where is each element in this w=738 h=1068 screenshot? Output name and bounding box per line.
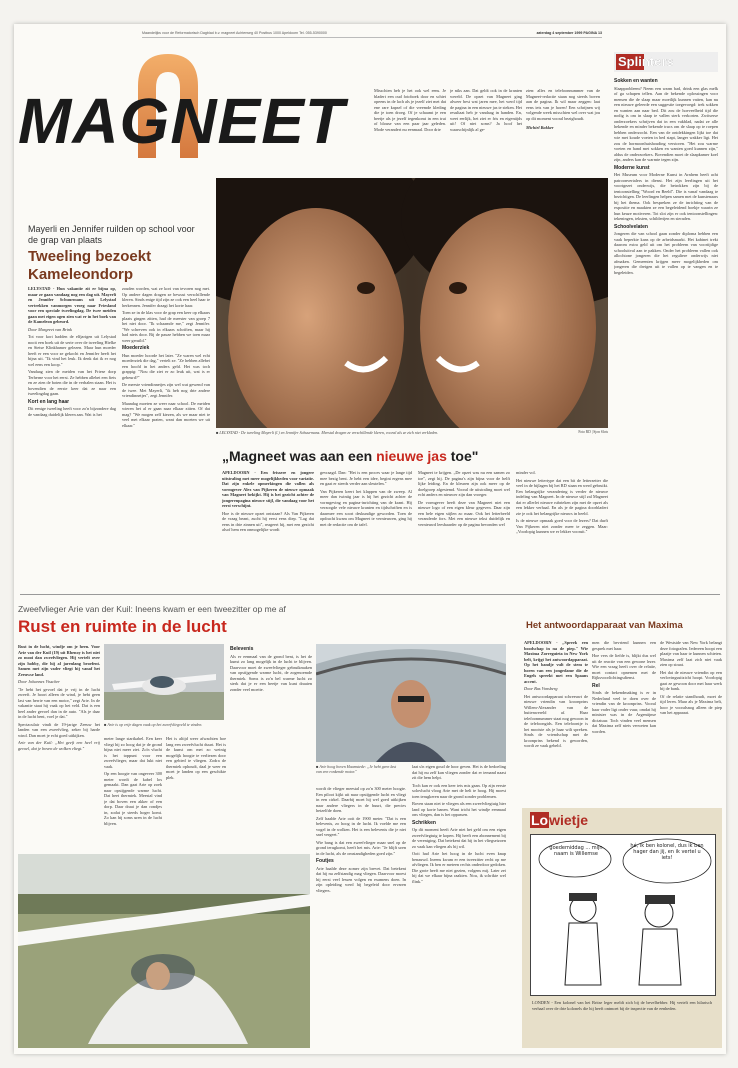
glider-c2: meter lange startkabel. Een keer vliegt hij zo hoog dat je de grond bijna niet meer ziet. Zo'n vlucht is het toppunt voor een zweefvlieger, maar dat lukt niet vaak. [104,736,162,769]
glider-kicker: Zweefvlieger Arie van der Kuil: Ineens kwam er een tweezitter op me af [18,604,286,614]
glider-sub-belevenis: Belevenis [230,646,254,652]
twins-photo-caption [216,430,608,435]
twins-body-3: Dit eenige tweeling heeft voor zo'n bijzondere dag de vandaag duidelijk kleren aan. Wat is het [28,406,116,417]
jas-headline-post: toe" [446,448,479,464]
glider-col-4 [316,786,406,1048]
glider-c1b: Spectaculair vindt de 19-jarige Zeeuw het landen van een zweefvlieg, zeker bij harde wind. Dan moet je echt goed uitkijken. [18,721,100,738]
twins-sub-kort: Kort en lang haar [28,398,70,405]
twins-sub-moederziek: Moederziek [122,345,150,351]
intro-col-3 [526,88,600,168]
section-divider [20,594,720,595]
maxima-c2: men die bevriend kunnen een gesprek met haar. [592,640,656,651]
twins-col2-body2: Toen ze in de klas voor de grap een keer op elkaars plaats gingen zitten, had de meester van groep 7 het niet door. "Ik schaamde me," zegt Jennifer. "We schreven ook in elkaars schriften, maar hij had niets door. Bij de pauze hebben we toen maar weer geruild." [122,310,210,343]
glider-col-2 [104,736,162,848]
twins-col2-body: zouden worden, wat ze kort van tevoren nog met. Op andere dagen dragen ze bewust verschillende kleren. Sinds enige tijd zijn ze ook een heel haar te herkennen. Jennifer draagt het korte haar. [122,286,210,308]
jas-col-4 [516,470,608,586]
twins-headline-2: Kameleondorp [28,266,134,283]
maxima-c2c: Sinds de bekendmaking is er in Nederland veel te doen over de vriendin van de kroonprins. Vooral haar vader ligt onder vuur, omdat hij minister was in de Argentijnse dictatuur. Toch vinden veel mensen dat Maxima zelf niets verweten kan worden. [592,690,656,734]
glider-small-graphic [104,644,224,720]
glider-large-graphic [18,854,310,1048]
jas-col-2 [320,470,412,586]
twins-byline: Door Margreet van Brink [28,326,72,332]
lowietje-title-rest: wietje [549,812,589,828]
glider-c4d: Arie haalde deze zomer zijn brevet. Dat betekent dat hij nu zelfstandig mag vliegen. Daarvoor moest hij eerst veel lessen volgen en examens doen. In zijn opleiding werd hij begeleid door ervaren vliegers. [316,865,406,893]
glider-c5: laat u'n eigen goud de hoor geven. Het is de bedoeling dat hij nu zelf kan vliegen zonder dat er iemand naast zit die hem helpt. [412,764,506,780]
glider-headline: Rust en ruimte in de lucht [18,617,227,636]
jas-headline-accent: nieuwe jas [376,448,447,464]
glider-byline: Door Johannes Visscher [18,679,60,684]
bubble-left-text: goedemiddag ... mijn naam is Willemse [549,845,603,857]
glider-c2b: Op een hoogte van ongeveer 300 meter wordt de kabel los gemaakt. Dan gaat Arie op zoek naar opstijgende warme lucht. Dat heet thermiek. Meestal vind je dat boven een akker of een dorp. Daar draai je dan rondjes in, zodat je steeds hoger komt. Zo kan hij soms uren in de lucht blijven. [104,771,162,826]
glider-c4: wordt de vlieger meestal op zo'n 300 meter hoogte. Een piloot kijkt uit naar opstijgende lucht en vliegt in een cirkel. Daarbij moet hij wel goed uitkijken naar andere vliegers in de buurt, die precies hetzelfde doen. [316,786,406,813]
maxima-col-1 [524,640,588,790]
jas-col1-body: Hoe is de nieuwe opzet ontstaan? Als Van Pijkeren de vraag beant, zucht hij eerst eens diep. "Lag dat eens in drie zinnen uit", reageert hij, met een gezicht alsof hem een onmogelijke wordt [222,510,314,532]
maxima-col-2 [592,640,656,790]
lowietje-title [530,812,588,828]
glider-c5d: Op dit moment heeft Arie niet het geld om een eigen zweefvliegtuig te kopen. Hij heeft een abonnement bij de vereniging. Dat betekent dat hij in het vliegseizoen zo vaak kan vliegen als hij wil. [412,827,506,849]
jas-col4-a: minder vol. [516,470,536,475]
glider-col-5 [412,764,506,1048]
maxima-lead: APELDOORN - „Spreek een boodschap in na de piep." Wie Maxima Zorreguieta in New York belt, krijgt het antwoordapparaat. Op het bandje vult de stem te horen van een jongedame die de Engels spreekt met een Spaans accent. [524,640,588,684]
twins-photo [216,178,608,428]
twins-col-2 [122,286,210,584]
jas-lead: APELDOORN - Een frissere en jongere uitstraling met meer mogelijkheden voor variatie. Dat zijn enkele opmerkingen die vallen als vormgever Alex van Pijkeren de nieuwe opmaak van Magneet bekijkt. Hij is het gezicht achter de jongerenpagina nieuwe stijl, die vandaag voor het eerst verschijnt. [222,470,314,508]
jas-col4-c: Is de nieuwe opmaak goed voor de lezers? Dat durft Van Pijkeren niet zonder meer te zeggen. Maar: „Voorlopig kunnen we er lekker vooruit." [516,518,608,534]
jas-col2-b: Van Pijkeren keert het klappen van de zweep. Al meer dan twintig jaar is hij het gezicht achter de vormgeving en pagina-inrichting van de krant. Hij verzorgde vele nieuwe kranten en tijdschriften en is daarmee een soort deskundige geworden. Toen de opdracht kwam om Magneet te vernieuwen, ging hij met de redactie om de tafel. [320,488,412,527]
twins-lead: LELYSTAD - Hun vakantie zit er bijna op, maar ze gaan vandaag nog een dag uit. Mayerli en Jennifer Schuurmans uit Lelystad vertrekken vanmorgen vroeg naar Friesland voor een speciale tweelingdag. De twee meiden gaan met eigen ogen zien wat er in het boek van de Kameleon gebeurd. [28,286,116,324]
jas-col3-a: Magneet te krijgen. „De opzet was nu een samen zo toe", zegt hij. De pagina's zijn bijna voor de helft lijke leiding. En de kleuren zijn ook meer op de doelgroep afgestemd. Vooral de uitstraling moet wel echt anders en nieuwer zijn dan vroeger. [418,470,510,497]
splinters-sec3-text: Jongeren die van school gaan zonder diploma hebben een vaak beperkte kans op de arbeidsmarkt. Het kabinet trekt daarom extra geld uit om het probleem van voortijdige schooluitval aan te pakken. Onder het probleem vallen ook allochtone jongeren die het reguliere onderwijs niet afmaken. Gemeenten krijgen meer mogelijkheden om jongeren die dreigen uit te vallen op te vangen en te begeleiden. [614,231,718,275]
newspaper-page [14,24,726,1054]
twins-col2-body3: Hun moeder hoorde het later. "Ze waren wel echt moederziek die dag," vertelt ze. "Ze hebben allebei een hoofd in het anders geld. Het was toch grappig: "Nou die ziet er zo leuk uit, wat is er gebeurd?" [122,352,210,380]
masthead-date: zaterdag 4 september 1999 PAGINA 13 [536,31,602,35]
splinters-title: Splinters [618,54,674,69]
caption-marker: ■ [104,722,108,727]
glider-lead: Rust in de lucht, windje om je heen. Voor Arie van der Kuil (19) uit Rhenoy is het niet zo mooi dan zweefvliegen. Hij vertelt over zijn hobby, die hij al jarenlang beoefent. Samen met zijn vader vliegt hij vanaf het Zeeuwse land. [18,644,100,677]
jas-col-1 [222,470,314,586]
glider-photo-large [18,854,310,1048]
maxima-c3b: Het dat de nieuwe vriendin op een verlovingsuitzicht hoopt. Voorlopig gaat ze gewoon door met haar werk bij de bank. [660,669,722,691]
glider-photo-cockpit [316,644,506,762]
jas-col4-b: Het nieuwe lettertype dat een bit de letterzetter die veel in de bijlagen bij het RD staan en werd gebruikt. Een belangrijke verandering is verder de nieuwe indeling van Magneet. In de nieuwe stijl zal Magneet dat er allerlei nieuwe rubrieken zijn met de opzet als een lekker verhaal. En als je de pagina doorbladert zie je ook het belangrijke nieuws in beeld. [516,477,608,516]
twins-kicker: Mayerli en Jennifer ruilden op school voor de grap van plaats [28,224,195,245]
masthead-strip-left: Maandelijks voor de Reformatorisch Dagblad b.v. magneet Achterweg 40 Postbus 1000 Apeldoorn Tel. 055-5390000 [142,31,327,35]
glider-caption-1 [104,722,224,727]
signoff: Michiel Bakker [526,125,554,130]
splinters-sec3-title: Schoolvelaten [614,223,648,230]
splinters-sec1-text: Slaapprobleem? Neem een warm bad, drink een glas melk of ga schapen tellen. Aan de bekende oplossingen voor mensen die de slaap maar moeilijk kunnen vatten, kan nu een nieuwe geleerde een suggestie toegevoegd: trek sokken en wanten aan naar bed. Dit zou de hoeveelheid tijd die nodig is om in slaap te vallen sterk verkorten. Zwitserse onderzoekers schrijven dat in een vakblad, nadat ze alle hekende en minder bekende trucs om de slaap op te roepen hebben onderzocht. Een van de ontdekkingen lijkt toe dat wie met koude voeten in bed stapt, langer wakker ligt. Het zou de hormoonhuishouding verstoren. "Het zou warme voeten en hand met sokken en wanten goed kunnen zijn," aldus de onderzoekers. Bovendien moet de slaapkamer koel zijn, anders kan de warmte tegen zijn. [614,85,718,162]
maxima-c1: Het antwoordapparaat schreeuwt de nieuwe vriendin van kroonprins Willem-Alexander van de buitenwereld af. Haar telefoonnummer staat nog gewoon in de telefoongids. Een telefoontje is het mooiste als je haar wilt spreken. Sinds de vriendschap met de kroonprins bekend is geworden, wordt ze vaak gebeld. [524,693,588,748]
twins-body-1: Tot voor kort hadden de elfjarigen uit Lelystad nooit een boek uit de serie over de tweeling Hielke en Sietse Klinkhamer gelezen. Maar hun moeder heeft er een voor ze gekocht en Jennifer heeft het bijna uit. "Ik vind het leuk. Ik denk dat ik er nog wel eens een koop." [28,334,116,367]
glider-c1: "Je hebt het gevoel dat je vrij in de lucht zweeft. Je hoort alleen de wind, je hebt geen last van herrie van een motor," zegt Arie. In de vakantie staat hij vaak op het veld. Dat is een heel ander gevoel dan in de auto. "Als je daar in de lucht bent, voel je dat." [18,686,100,719]
twins-headline-1: Tweeling bezoekt [28,248,152,265]
jas-headline-pre: „Magneet was aan een [222,448,377,464]
glider-col-1 [18,644,100,848]
glider-sub-foutjes: Foutjes [316,858,334,864]
glider-col-3 [166,736,226,848]
twins-photo-credit: Foto RD | Sjon Slots [578,430,608,434]
magneet-logo [18,46,368,158]
masthead-strip [142,30,602,38]
splinters-column [614,76,718,596]
lowietje-cartoon [530,834,716,996]
glider-cockpit-graphic [316,644,506,762]
logo-title: MAGNEET [18,85,345,157]
twins-photo-graphic [216,178,608,428]
splinters-sec1-title: Sokken en wanten [614,78,658,84]
twins-col2-body4: De meeste vriendinnetjes zijn wel wat gewend van de twee. Met Mayerli, "ik heb nog drie andere vriendinnetjes", zegt Jennifer. [122,382,210,398]
maxima-byline: Door Bas Vonsberg [524,686,558,691]
glider-photo-small [104,644,224,720]
caption-marker: ■ [216,430,220,435]
maxima-c2b: Hoe vers de liefde is, blijkt dus wel uit de reactie van een gewone lezer. Wie een vraag heeft over de relatie, moet contact opnemen met de Rijksvoorlichtingsdienst. [592,653,656,680]
maxima-sub-rel: Rel [592,682,600,689]
glider-c3: Als er eenmaal van de grond bent, is het de kunst zo lang mogelijk in de lucht te blijven. Daarvoor moet de zweefvlieger gebruikmaken van opstijgende warme lucht, de zogenoemde thermiek. Soms is zo'n bel warme lucht zo sterk dat je er een beetje van kunt draaien zonder veel moeite. [230,653,312,692]
jas-headline [222,448,610,464]
glider-sub-schrikken: Schrikken [412,819,436,826]
maxima-c3c: Of de relatie standhoudt, moet de tijd leren. Maar als je Maxima belt, hoor je vooralsnog alleen de piep van het apparaat. [660,693,722,715]
glider-cap1-text: Arie is op vrije dagen vaak op het zweefvliegveld te vinden. [107,722,203,727]
maxima-c3: de Westside van New York belangt deze fotografen. Iedereen hoopt een plaatje van haar te kunnen schieten. Maxima zelf laat zich niet vaak zien op straat. [660,640,722,667]
twins-col-1 [28,286,116,584]
lowietje-title-lo: Lo [531,812,549,828]
twins-col2-body5: Maandag moeten ze weer naar school. De meiden wieren het al er gaan naar elkaar zitten. Of dat mag? "We mogen zelf kiezen, als we maar niet te veel met elkaar praten, want dan moeten we uit elkaar." [122,400,210,428]
splinters-header [614,52,718,72]
maxima-headline: Het antwoordapparaat van Maxima [526,620,683,631]
splinters-sec2-title: Moderne kunst [614,164,650,171]
jas-col2-a: gevraagd. Dan: "Het is een proces waar je lange tijd mee bezig bent. Je hebt een idee, begint ergens mee en gaat er steeds verder aan sleutelen." [320,470,412,486]
twins-body-2: Vandaag zien de meiden van het Friese dorp Terherne voor het eerst. Ze hebben allebei een fiets en ze zien de boten die in de verhalen staan. Het is bovendien de eerste keer dat ze naar een tweelingdag gaan. [28,369,116,396]
splinters-sec2-text: Het Museum voor Moderne Kunst in Arnhem heeft acht patroonvertalers in dienst. Het zijn leerlingen uit het voortgezet onderwijs, die betrokken zijn bij de tentoonstelling "Woord en Beeld". Die is vanaf vandaag te bezichtigen. De leerlingen helpen samen met de kunstenaars bij het thema. Ook bespreken ze de inrichting van de expositie en maakten ze een begeleidend boekje waarin ze hun keuze motiveren. Tot slot zijn er ook tentoonstellingen: tekeningen, teksten, schilderijen en sieraden. [614,172,718,221]
caption-marker: ■ [316,764,320,769]
twins-caption-text: LELYSTAD - De tweeling Mayerli (l.) en Jennifer Schuurmans. Meestal dragen ze verschillende kleren, vooral als ze zich niet verkleden. [219,430,439,435]
intro-col-2: je niks aan. Dat geldt ook in de kranten wereld. De opzet van Magneet ging alweer best wat jaren mee, het werd tijd de pagina in een nieuwe jas te steken. Het resultaat heb je vandaag in handen. En, weet eerlijk, het ziet er fris en eigentijds uit! Of niet soms? Ja hoof het waarschijnlijk al ge- [450,88,522,132]
glider-c4b: Zelf haalde Arie ooit de 1900 meter. "Dat is een belevenis, zo hoog in de lucht. Ik voelde me een vogel in de wolken. Het is een belevenis die je niet snel vergeet." [316,815,406,837]
glider-c5b: Toch kan er ook een keer iets mis gaan. Op zijn eerste solovlucht vloog Arie met de heli te hoog. Hij moest toen terugkeren naar de grond zonder problemen. [412,782,506,799]
jas-col-3 [418,470,510,586]
glider-c2-cont: Het is altijd weer afwachten hoe lang een zweefvlucht duurt. Het is de kunst om met zo weinig mogelijk hoogte te verliezen door een gebied te vliegen. Zodra de thermiek ophoudt, daal je weer en moet je landen op een geschikte plek. [166,736,226,780]
glider-c5c: Boven staan niet te vliegen als een zweefvliegtuig hier land op korte banen. Want tricht het windje eenmaal ons vliegen, dan is het oppassen. [412,801,506,817]
maxima-col-3 [660,640,722,790]
jas-col3-b: De vormgever heeft deze van Magneet niet een nieuwe logo of een eigen kleur gegeven. Daar zijn een hele eigen stijlen zo maar. Ook het letterbeeld veranderde fors. Met een nieuwe tekst duidelijk en vernieuwd leesbaarder op de pagina bevonden wel [418,499,510,527]
glider-c5e: Ooit had Arie het hoog in de lucht even knap benauwd. Ineens kwam er een tweezitter recht op me afvliegen. Ik ben er meteen rechts onderdoor gedoken. Die grote heeft me niet gezien, volgens mij. Later zei hij dat we elkaar bijna raakten. Nou, ik schrikte wel flink." [412,851,506,884]
glider-cap3-text: Arie hoog boven Haamstede: „Je hebt geen last van een ronkende motor." [316,764,397,774]
lowietje-caption: LONDEN - Een kolonel van het Britse leger meldt zich bij de bevelhebber. Hij vertelt een hilarisch verhaal over de drie kolonels die hij heeft ontmoet bij de inspectie van de eenheden. [532,1000,712,1011]
glider-caption-3 [316,764,402,774]
glider-c4c: Wie bang is dat een zweefvlieger maar snel op de grond terugkomt, heeft het mis. Arie: "Je blijft uren in de lucht, als de omstandigheden goed zijn." [316,839,406,856]
intro-col-1: Misschien heb je het ook wel eens. Je bladert een oud fotoboek door en schiet opeens in de lach als je jezelf ziet met dat ene rare kapsel of die vreemde kleding die je toen droeg. Of je schaamt je een beetje als je jezelf tegenkomt in een trui of blouse van een paar jaar geleden. Mode verandert nu eenmaal. Door drie [374,88,446,132]
bubble-right-text: hé, ik ben kolonel, dus ik ben hager dan jij, en ik vertel u iets! [630,843,704,861]
lowietje-box [522,808,722,1048]
glider-col-belevenis [230,644,312,848]
intro-col-3-text: zien: alles en telefoonnummer van de Magneet-redactie staan nog steeds boven aan de pagina. Ik wil maar zeggen: laat eens iets van je horen! Een schrijnen wij volgende week misschien wel over wat jou op dit moment vooral bezighoudt. [526,88,600,121]
glider-cap2: Arie van der Kuil: „Het geeft een heel vrij gevoel, dat je boven de wolken vliegt." [18,740,100,751]
